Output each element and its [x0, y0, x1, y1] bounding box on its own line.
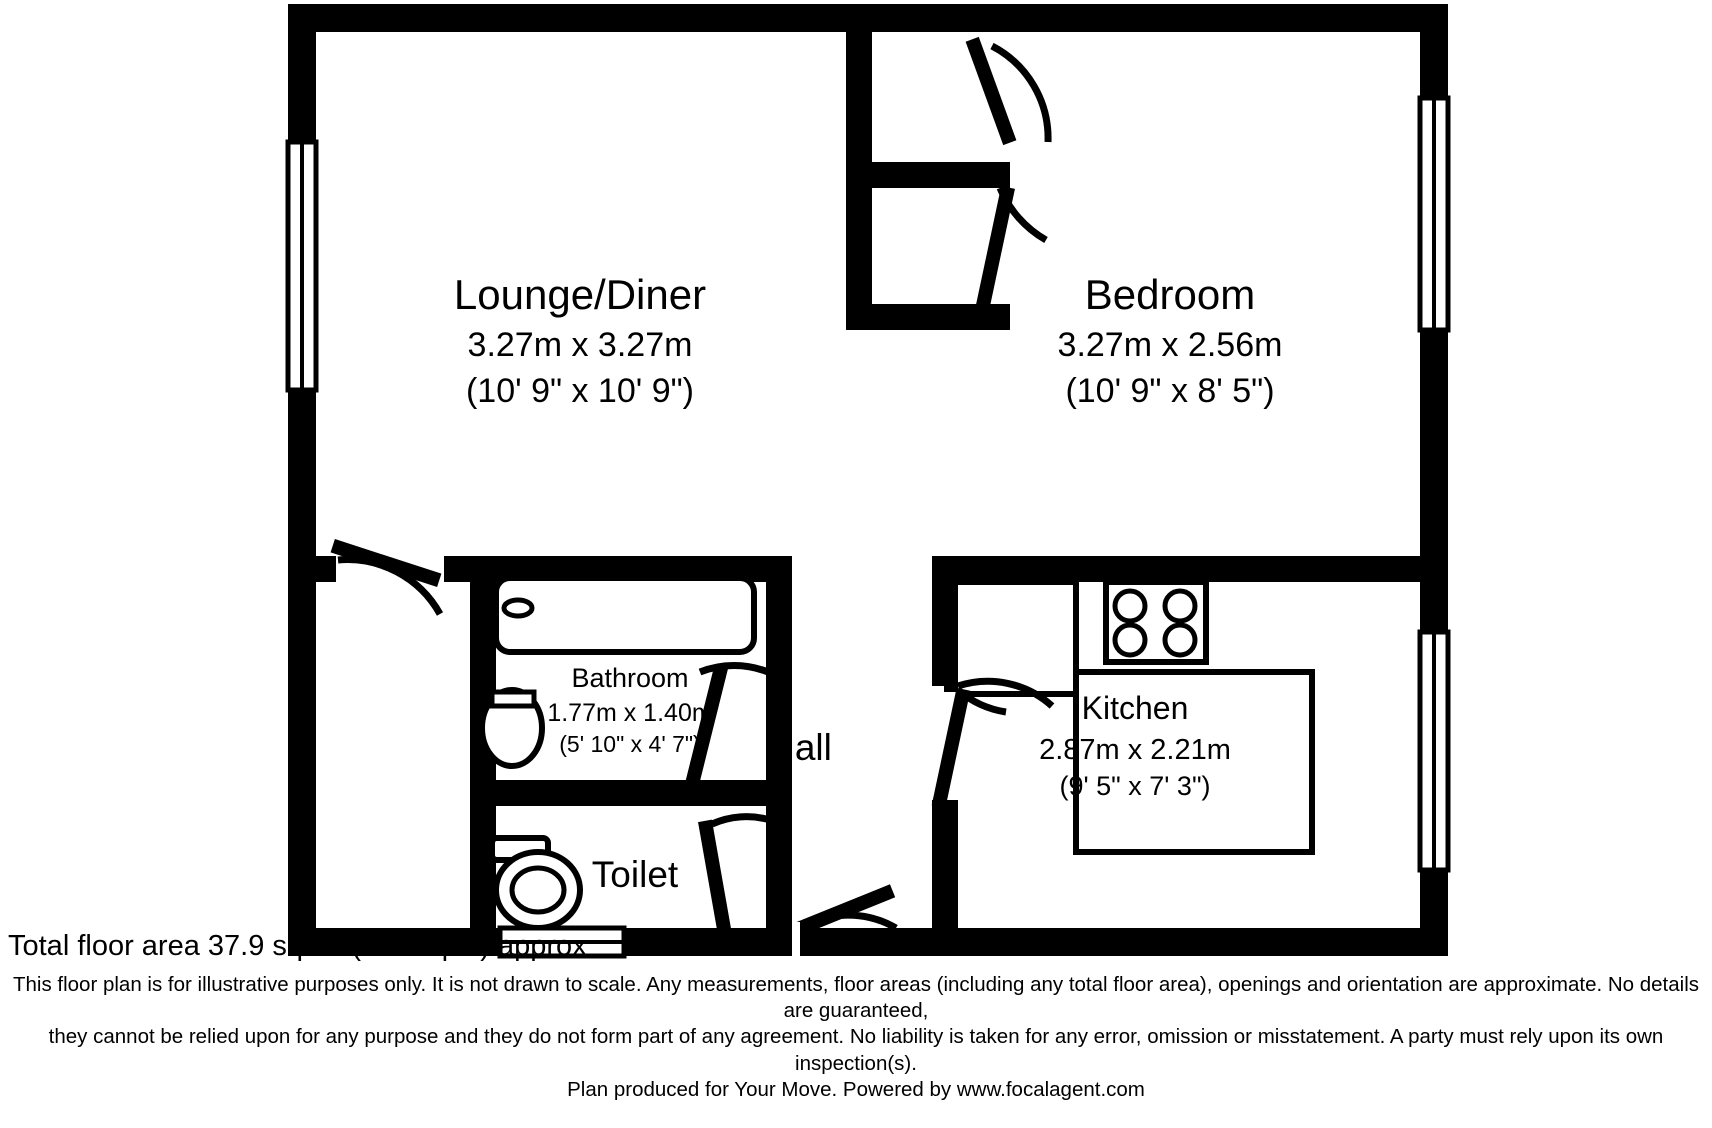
- room-label-lounge: Lounge/Diner: [453, 271, 707, 318]
- disclaimer: [0, 972, 1712, 1103]
- disclaimer-line-2: they cannot be relied upon for any purpose and they do not form part of any agreement. No liability is taken for any error, omission or misstatement. A party must rely upon its own inspection(s).: [48, 1025, 1664, 1075]
- room-label-hall: Hall: [768, 727, 832, 768]
- room-dim-lounge-metric: 3.27m x 3.27m: [467, 326, 693, 364]
- bath-fixture: [496, 578, 754, 652]
- disclaimer-line-3: Plan produced for Your Move. Powered by www.focalagent.com: [567, 1077, 1145, 1101]
- door-bedroom: [966, 37, 1048, 145]
- room-dim-bathroom-imperial: (5' 10" x 4' 7"): [559, 731, 701, 757]
- room-dim-bedroom-metric: 3.27m x 2.56m: [1057, 326, 1283, 364]
- room-label-toilet: Toilet: [591, 854, 679, 895]
- window-right-kitchen: [1420, 632, 1448, 870]
- window-left-lounge: [288, 142, 316, 390]
- room-dim-kitchen-imperial: (9' 5" x 7' 3"): [1059, 771, 1211, 801]
- room-dim-bedroom-imperial: (10' 9" x 8' 5"): [1065, 372, 1275, 410]
- room-dim-kitchen-metric: 2.87m x 2.21m: [1039, 734, 1231, 766]
- door-lounge: [331, 539, 442, 614]
- room-label-bedroom: Bedroom: [1084, 271, 1256, 318]
- room-label-bathroom: Bathroom: [571, 663, 689, 693]
- internal-walls: [288, 18, 1420, 956]
- hob-fixture: [1106, 582, 1206, 662]
- room-dim-lounge-imperial: (10' 9" x 10' 9"): [465, 372, 694, 410]
- total-floor-area: Total floor area 37.9 sq.m. (408 sq.ft.) approx: [8, 930, 587, 962]
- room-dim-bathroom-metric: 1.77m x 1.40m: [547, 699, 713, 727]
- disclaimer-line-1: This floor plan is for illustrative purposes only. It is not drawn to scale. Any measurements, floor areas (including any total floor area), openings and orientation are approximate. No details are guaranteed,: [12, 973, 1700, 1023]
- room-label-kitchen: Kitchen: [1081, 690, 1189, 726]
